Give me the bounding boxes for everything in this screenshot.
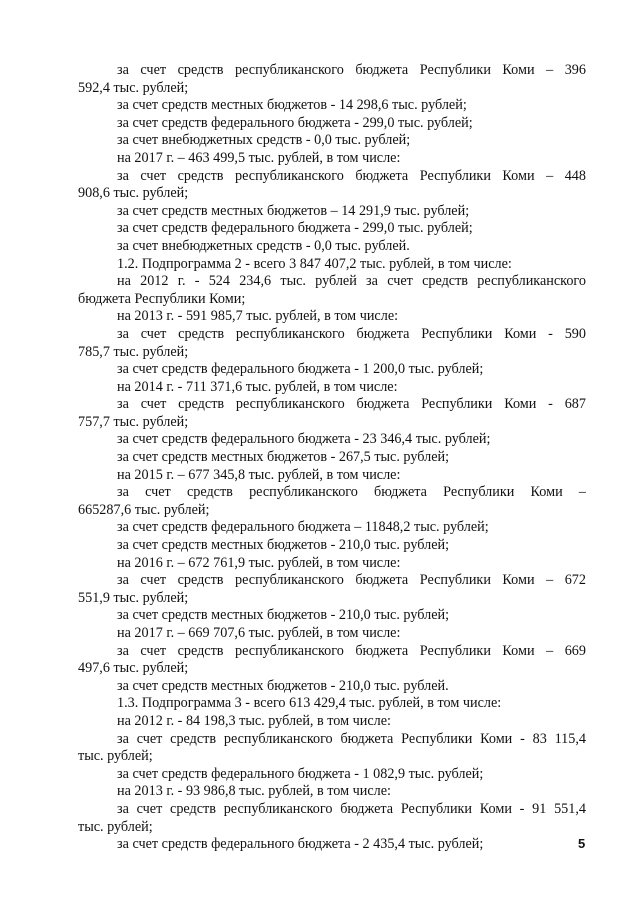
text-line: за счет средств местных бюджетов - 210,0 тыс. рублей; (117, 537, 450, 554)
text-line: за счет средств республиканского бюджета Республики Коми – 669 (117, 642, 586, 659)
text-line: бюджета Республики Коми; (78, 290, 246, 307)
text-line: на 2012 г. - 524 234,6 тыс. рублей за счет средств республиканского (117, 273, 586, 290)
text-line: за счет средств местных бюджетов - 210,0 тыс. рублей. (117, 677, 449, 694)
text-line: за счет средств местных бюджетов - 210,0 тыс. рублей; (117, 607, 450, 624)
text-line: 1.3. Подпрограмма 3 - всего 613 429,4 тыс. рублей, в том числе: (117, 695, 502, 712)
text-line: 665287,6 тыс. рублей; (78, 501, 210, 518)
text-line: за счет средств федерального бюджета - 2 435,4 тыс. рублей; (117, 836, 484, 853)
text-line: за счет средств республиканского бюджета Республики Коми - 590 (117, 325, 586, 342)
document-body (78, 62, 586, 854)
text-line: 592,4 тыс. рублей; (78, 79, 189, 96)
text-line: за счет средств федерального бюджета – 11848,2 тыс. рублей; (117, 519, 489, 536)
text-line: за счет средств федерального бюджета - 299,0 тыс. рублей; (117, 220, 473, 237)
text-line: на 2013 г. - 93 986,8 тыс. рублей, в том числе: (117, 783, 391, 800)
text-line: за счет средств местных бюджетов – 14 291,9 тыс. рублей; (117, 202, 470, 219)
text-line: за счет внебюджетных средств - 0,0 тыс. рублей. (117, 237, 410, 254)
text-line: за счет средств федерального бюджета - 1 082,9 тыс. рублей; (117, 765, 484, 782)
text-line: за счет средств местных бюджетов - 14 298,6 тыс. рублей; (117, 97, 467, 114)
text-line: за счет средств республиканского бюджета Республики Коми - 91 551,4 (117, 800, 586, 817)
text-line: на 2014 г. - 711 371,6 тыс. рублей, в том числе: (117, 378, 398, 395)
text-line: за счет средств республиканского бюджета Республики Коми - 83 115,4 (117, 730, 586, 747)
text-line: за счет средств федерального бюджета - 23 346,4 тыс. рублей; (117, 431, 491, 448)
text-line: на 2016 г. – 672 761,9 тыс. рублей, в том числе: (117, 554, 401, 571)
text-line: за счет средств республиканского бюджета Республики Коми - 687 (117, 396, 586, 413)
text-line: за счет средств республиканского бюджета Республики Коми – 672 (117, 572, 586, 589)
text-line: 497,6 тыс. рублей; (78, 660, 189, 677)
text-line: на 2017 г. – 669 707,6 тыс. рублей, в том числе: (117, 625, 401, 641)
text-line: за счет средств республиканского бюджета Республики Коми – 396 (117, 62, 586, 78)
text-line: 1.2. Подпрограмма 2 - всего 3 847 407,2 тыс. рублей, в том числе: (117, 255, 512, 272)
text-line: за счет внебюджетных средств - 0,0 тыс. рублей; (117, 132, 411, 149)
text-line: 551,9 тыс. рублей; (78, 589, 189, 606)
text-line: на 2015 г. – 677 345,8 тыс. рублей, в том числе: (117, 466, 401, 483)
text-line: на 2012 г. - 84 198,3 тыс. рублей, в том числе: (117, 712, 391, 729)
page-number: 5 (578, 836, 586, 851)
text-line: тыс. рублей; (78, 748, 153, 765)
text-line: на 2017 г. – 463 499,5 тыс. рублей, в том числе: (117, 149, 401, 166)
text-line: за счет средств республиканского бюджета Республики Коми – (117, 484, 586, 501)
text-line: тыс. рублей; (78, 818, 153, 835)
text-line: за счет средств республиканского бюджета Республики Коми – 448 (117, 167, 586, 184)
text-line: 908,6 тыс. рублей; (78, 185, 189, 202)
text-line: на 2013 г. - 591 985,7 тыс. рублей, в том числе: (117, 308, 399, 325)
text-line: за счет средств федерального бюджета - 1 200,0 тыс. рублей; (117, 361, 484, 378)
text-line: 785,7 тыс. рублей; (78, 343, 189, 360)
text-line: 757,7 тыс. рублей; (78, 413, 189, 430)
text-line: за счет средств федерального бюджета - 299,0 тыс. рублей; (117, 114, 473, 131)
text-line: за счет средств местных бюджетов - 267,5 тыс. рублей; (117, 449, 450, 466)
